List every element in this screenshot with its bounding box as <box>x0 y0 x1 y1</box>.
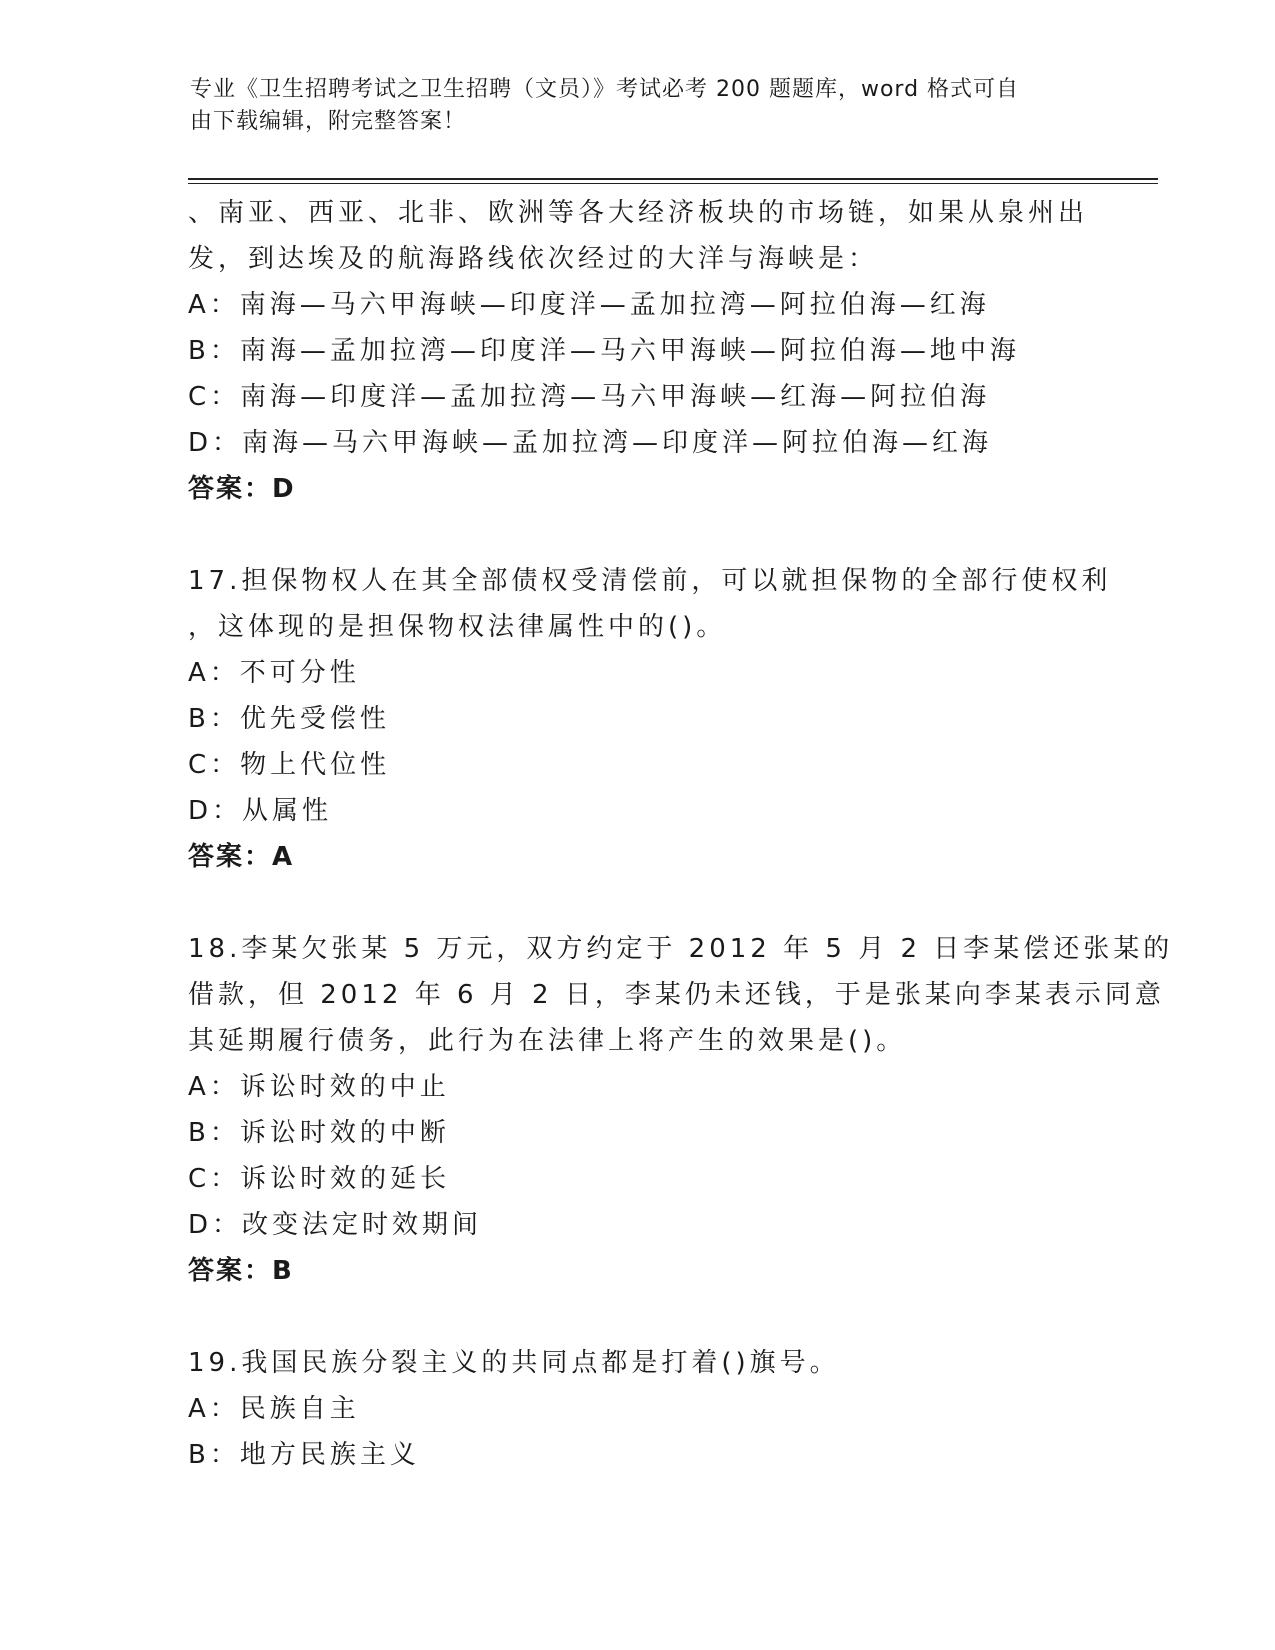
header-rule-thick <box>188 178 1158 180</box>
option-c: C：南海—印度洋—孟加拉湾—马六甲海峡—红海—阿拉伯海 <box>188 382 991 412</box>
option-a: A：不可分性 <box>188 658 360 688</box>
question-stem: 、南亚、西亚、北非、欧洲等各大经济板块的市场链，如果从泉州出 <box>188 198 1089 228</box>
answer: 答案：B <box>188 1256 294 1286</box>
document-body <box>188 190 1174 1478</box>
option-b: B：诉讼时效的中断 <box>188 1118 450 1148</box>
question-stem: 19.我国民族分裂主义的共同点都是打着()旗号。 <box>188 1348 840 1378</box>
option-d: D：南海—马六甲海峡—孟加拉湾—印度洋—阿拉伯海—红海 <box>188 428 993 458</box>
option-c: C：诉讼时效的延长 <box>188 1164 451 1194</box>
option-b: B：南海—孟加拉湾—印度洋—马六甲海峡—阿拉伯海—地中海 <box>188 336 1020 366</box>
header-line-1: 专业《卫生招聘考试之卫生招聘（文员）》考试必考 200 题题库，word 格式可自 <box>190 77 1020 102</box>
document-header <box>190 74 1080 138</box>
question-18 <box>188 926 1174 1294</box>
question-stem: 18.李某欠张某 5 万元，双方约定于 2012 年 5 月 2 日李某偿还张某的 <box>188 934 1174 964</box>
question-16 <box>188 190 1088 512</box>
option-d: D：改变法定时效期间 <box>188 1210 483 1240</box>
answer: 答案：A <box>188 842 295 872</box>
question-stem: 其延期履行债务，此行为在法律上将产生的效果是()。 <box>188 1026 907 1056</box>
option-a: A：民族自主 <box>188 1394 360 1424</box>
question-19 <box>188 1340 1088 1478</box>
question-stem: 借款，但 2012 年 6 月 2 日，李某仍未还钱，于是张某向李某表示同意 <box>188 980 1165 1010</box>
option-a: A：诉讼时效的中止 <box>188 1072 450 1102</box>
header-rule-thin <box>188 183 1158 184</box>
header-line-2: 由下载编辑，附完整答案！ <box>190 109 467 134</box>
answer: 答案：D <box>188 474 296 504</box>
question-17 <box>188 558 1112 880</box>
option-d: D：从属性 <box>188 796 333 826</box>
option-a: A：南海—马六甲海峡—印度洋—孟加拉湾—阿拉伯海—红海 <box>188 290 990 320</box>
option-b: B：优先受偿性 <box>188 704 390 734</box>
question-stem: 发，到达埃及的航海路线依次经过的大洋与海峡是： <box>188 244 879 274</box>
option-c: C：物上代位性 <box>188 750 391 780</box>
question-stem: ，这体现的是担保物权法律属性中的()。 <box>188 612 727 642</box>
question-stem: 17.担保物权人在其全部债权受清偿前，可以就担保物的全部行使权利 <box>188 566 1112 596</box>
option-b: B：地方民族主义 <box>188 1440 420 1470</box>
